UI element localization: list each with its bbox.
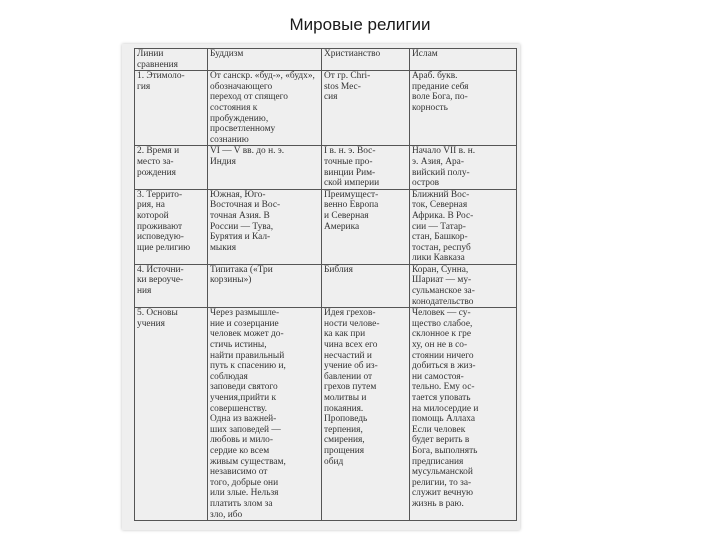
cell-text-line: Бога, выполнять: [412, 445, 478, 456]
cell-text-line: несчастий и: [324, 350, 372, 361]
cell-text-line: обид: [324, 456, 344, 467]
cell-text-line: Одна из важней-: [210, 414, 277, 425]
cell-text-line: мусульманской: [412, 467, 473, 478]
row-etymology: [135, 71, 517, 146]
cell-text-line: тостан, респуб: [412, 242, 471, 253]
cell-text-line: Араб. букв.: [412, 71, 458, 82]
cell-islam: [410, 264, 517, 307]
row-teachings: [135, 308, 517, 521]
cell-text-line: Начало VII в. н.: [412, 146, 476, 157]
cell-text-line: Преимущест-: [324, 189, 379, 200]
cell-islam: [410, 49, 517, 71]
cell-text-line: человек может до-: [210, 329, 284, 340]
cell-text-line: место за-: [137, 156, 174, 167]
cell-text-line: сии — Татар-: [412, 221, 466, 232]
cell-criteria: [135, 71, 208, 146]
cell-text-line: России — Тува,: [210, 221, 274, 232]
cell-text-line: и Северная: [324, 210, 369, 221]
cell-text-line: сознанию: [210, 134, 249, 145]
row-time-place: [135, 146, 517, 189]
cell-text-line: корность: [412, 102, 448, 113]
cell-text-line: stos Мес-: [324, 81, 361, 92]
cell-text-line: жизнь в раю.: [412, 498, 464, 509]
cell-text-line: Африка. В Рос-: [412, 210, 474, 221]
cell-text-line: Библия: [324, 264, 353, 275]
cell-text-line: остров: [412, 178, 440, 189]
cell-text-line: Через размышле-: [210, 308, 280, 319]
cell-text-line: покаяния.: [324, 403, 364, 414]
cell-text-line: щие религию: [137, 242, 191, 253]
cell-text-line: Южная, Юго-: [210, 189, 266, 200]
cell-text-line: рия, на: [137, 200, 165, 211]
religions-comparison-table: [134, 48, 517, 521]
cell-christianity: [322, 146, 410, 189]
cell-text-line: добиться в жиз-: [412, 361, 476, 372]
cell-text-line: Восточная и Вос-: [210, 200, 281, 211]
cell-buddhism: [208, 146, 322, 189]
cell-text-line: точные про-: [324, 156, 373, 167]
cell-text-line: ки вероуче-: [137, 275, 184, 286]
cell-text-line: проживают: [137, 221, 183, 232]
cell-text-line: религии, то за-: [412, 477, 472, 488]
cell-islam: [410, 189, 517, 264]
cell-buddhism: [208, 189, 322, 264]
cell-text-line: 2. Время и: [137, 146, 180, 157]
cell-text-line: Линии: [137, 49, 164, 59]
cell-text-line: мыкия: [210, 242, 237, 253]
cell-text-line: живым существам,: [210, 456, 286, 467]
cell-text-line: ской империи: [324, 178, 380, 189]
cell-text-line: 4. Источни-: [137, 264, 184, 275]
cell-text-line: корзины»): [210, 275, 252, 286]
cell-text-line: бавлении от: [324, 371, 373, 382]
cell-text-line: переход от спящего: [210, 92, 288, 103]
cell-text-line: служит вечную: [412, 488, 474, 499]
cell-text-line: От гр. Chri-: [324, 71, 371, 82]
cell-christianity: [322, 49, 410, 71]
row-territory: [135, 189, 517, 264]
cell-text-line: которой: [137, 210, 169, 221]
cell-text-line: склонное к гре: [412, 329, 472, 340]
cell-islam: [410, 308, 517, 521]
cell-text-line: ток, Северная: [412, 200, 468, 211]
cell-text-line: сия: [324, 92, 338, 103]
cell-text-line: гия: [137, 81, 151, 92]
cell-text-line: Ислам: [412, 49, 438, 59]
cell-text-line: просветленному: [210, 124, 276, 135]
cell-text-line: Индия: [210, 156, 236, 167]
cell-text-line: молитвы и: [324, 393, 367, 403]
cell-text-line: ние и созерцание: [210, 318, 279, 329]
cell-criteria: [135, 264, 208, 307]
cell-text-line: тельно. Ему ос-: [412, 382, 475, 393]
cell-criteria: [135, 49, 208, 71]
cell-text-line: сульманское за-: [412, 286, 475, 297]
cell-islam: [410, 146, 517, 189]
scanned-document: [122, 44, 520, 530]
cell-text-line: прощения: [324, 445, 365, 456]
cell-text-line: 5. Основы: [137, 308, 178, 319]
cell-text-line: стан, Башкор-: [412, 232, 468, 243]
cell-text-line: или злые. Нельзя: [210, 488, 279, 499]
cell-text-line: Буддизм: [210, 49, 244, 59]
cell-text-line: пробуждению,: [210, 113, 269, 124]
cell-text-line: соблюдая: [210, 371, 248, 382]
cell-text-line: 3. Террито-: [137, 189, 183, 200]
cell-text-line: на милосердие и: [412, 403, 479, 414]
cell-text-line: От санскр. «буд-», «будх»,: [210, 71, 315, 82]
cell-criteria: [135, 189, 208, 264]
cell-text-line: Христианство: [324, 49, 381, 59]
header-row: [135, 49, 517, 71]
cell-text-line: ности челове-: [324, 318, 380, 329]
cell-text-line: ния: [137, 286, 152, 297]
cell-text-line: грехов путем: [324, 382, 377, 393]
cell-text-line: зло, ибо: [210, 509, 243, 520]
cell-text-line: Проповедь: [324, 414, 368, 425]
cell-criteria: [135, 146, 208, 189]
cell-text-line: венно Европа: [324, 200, 379, 211]
cell-christianity: [322, 189, 410, 264]
cell-text-line: стичь истины,: [210, 340, 267, 351]
cell-christianity: [322, 308, 410, 521]
cell-text-line: 1. Этимоло-: [137, 71, 185, 82]
cell-text-line: того, добрые они: [210, 477, 279, 488]
cell-text-line: Коран, Сунна,: [412, 264, 469, 275]
cell-text-line: заповеди святого: [210, 382, 278, 393]
cell-text-line: терпения,: [324, 424, 363, 435]
cell-text-line: Типитака («Три: [210, 264, 273, 275]
cell-text-line: Человек — су-: [412, 308, 471, 319]
cell-buddhism: [208, 264, 322, 307]
cell-text-line: обозначающего: [210, 81, 273, 92]
cell-buddhism: [208, 71, 322, 146]
cell-islam: [410, 71, 517, 146]
cell-text-line: лики Кавказа: [412, 253, 465, 264]
cell-text-line: ка как при: [324, 329, 366, 340]
cell-text-line: ших заповедей —: [210, 424, 281, 435]
cell-christianity: [322, 71, 410, 146]
cell-buddhism: [208, 49, 322, 71]
cell-text-line: конодательство: [412, 296, 474, 307]
cell-text-line: ху, он не в со-: [412, 340, 468, 351]
cell-text-line: тается уповать: [412, 393, 471, 403]
cell-text-line: чина всех его: [324, 340, 378, 351]
cell-text-line: найти правильный: [210, 350, 285, 361]
cell-text-line: э. Азия, Ара-: [412, 156, 464, 167]
cell-christianity: [322, 264, 410, 307]
cell-text-line: VI — V вв. до н. э.: [210, 146, 285, 157]
cell-text-line: стоянии ничего: [412, 350, 474, 361]
cell-text-line: Идея грехов-: [324, 308, 376, 319]
cell-text-line: путь к спасению и,: [210, 361, 286, 372]
cell-text-line: Если человек: [412, 424, 466, 435]
cell-text-line: I в. н. э. Вос-: [324, 146, 376, 157]
cell-text-line: исповедую-: [137, 232, 184, 243]
slide-title: Мировые религии: [289, 15, 431, 34]
cell-buddhism: [208, 308, 322, 521]
cell-text-line: предание себя: [412, 81, 469, 92]
cell-text-line: предписания: [412, 456, 464, 467]
row-sources: [135, 264, 517, 307]
cell-text-line: любовь и мило-: [210, 435, 273, 446]
cell-text-line: учение об из-: [324, 361, 378, 372]
cell-text-line: Ближний Вос-: [412, 189, 470, 200]
cell-text-line: состояния к: [210, 102, 258, 113]
cell-text-line: Бурятия и Кал-: [210, 232, 271, 243]
cell-text-line: рождения: [137, 167, 176, 178]
cell-text-line: щество слабое,: [412, 318, 473, 329]
cell-text-line: ни самостоя-: [412, 371, 464, 382]
cell-text-line: вийский полу-: [412, 167, 470, 178]
cell-text-line: точная Азия. В: [210, 210, 270, 221]
cell-text-line: смирения,: [324, 435, 365, 446]
cell-text-line: Америка: [324, 221, 360, 232]
cell-text-line: платить злом за: [210, 498, 273, 509]
cell-text-line: сравнения: [137, 59, 178, 70]
cell-text-line: воле Бога, по-: [412, 92, 468, 103]
cell-text-line: независимо от: [210, 467, 268, 478]
cell-text-line: помощь Аллаха: [412, 414, 475, 425]
cell-text-line: учения,прийти к: [210, 393, 277, 403]
cell-text-line: будет верить в: [412, 435, 470, 446]
cell-text-line: сердие ко всем: [210, 445, 270, 456]
cell-text-line: учения: [137, 318, 165, 329]
cell-text-line: совершенству.: [210, 403, 267, 414]
cell-text-line: винции Рим-: [324, 167, 376, 178]
cell-text-line: Шариат — му-: [412, 275, 472, 286]
cell-criteria: [135, 308, 208, 521]
